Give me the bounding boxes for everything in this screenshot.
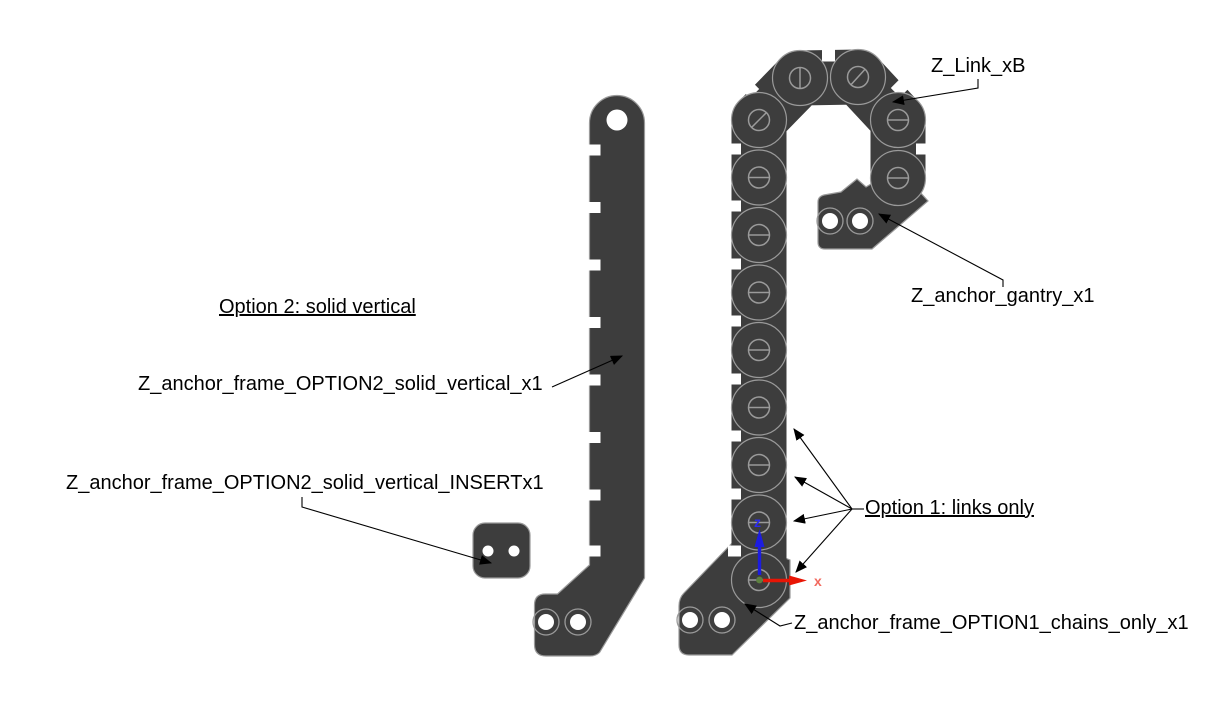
leader-option1-arrow1 <box>794 429 852 509</box>
chain-link-pin[interactable] <box>773 51 828 106</box>
bar-top-hole <box>607 110 628 131</box>
chain-link-pin[interactable] <box>732 323 787 378</box>
label-z-anchor-gantry: Z_anchor_gantry_x1 <box>911 284 1095 307</box>
label-option2-insert: Z_anchor_frame_OPTION2_solid_vertical_INSERTx1 <box>66 471 544 494</box>
chain-link-pin[interactable] <box>871 151 926 206</box>
x-axis-label: x <box>814 573 822 589</box>
label-option2-frame: Z_anchor_frame_OPTION2_solid_vertical_x1 <box>138 372 543 395</box>
chain-link-pin[interactable] <box>732 438 787 493</box>
chain-link-pin[interactable] <box>732 93 787 148</box>
origin-point <box>756 577 763 584</box>
chain-link-pin[interactable] <box>732 150 787 205</box>
leader-option2-insert <box>302 497 491 563</box>
option2-insert-part[interactable] <box>473 523 530 578</box>
leader-option1-arrow2 <box>795 477 852 509</box>
chain-link-pin[interactable] <box>732 265 787 320</box>
z-axis-label: z <box>754 514 761 530</box>
label-option1-frame: Z_anchor_frame_OPTION1_chains_only_x1 <box>794 611 1189 634</box>
chain-link-pin[interactable] <box>732 208 787 263</box>
option2-solid-vertical-part[interactable] <box>533 96 645 657</box>
chain-link-pin[interactable] <box>732 380 787 435</box>
label-z-link: Z_Link_xB <box>931 54 1026 77</box>
label-option1-heading: Option 1: links only <box>865 496 1034 519</box>
label-option2-heading: Option 2: solid vertical <box>219 295 416 318</box>
chain-link-pin[interactable] <box>831 50 886 105</box>
